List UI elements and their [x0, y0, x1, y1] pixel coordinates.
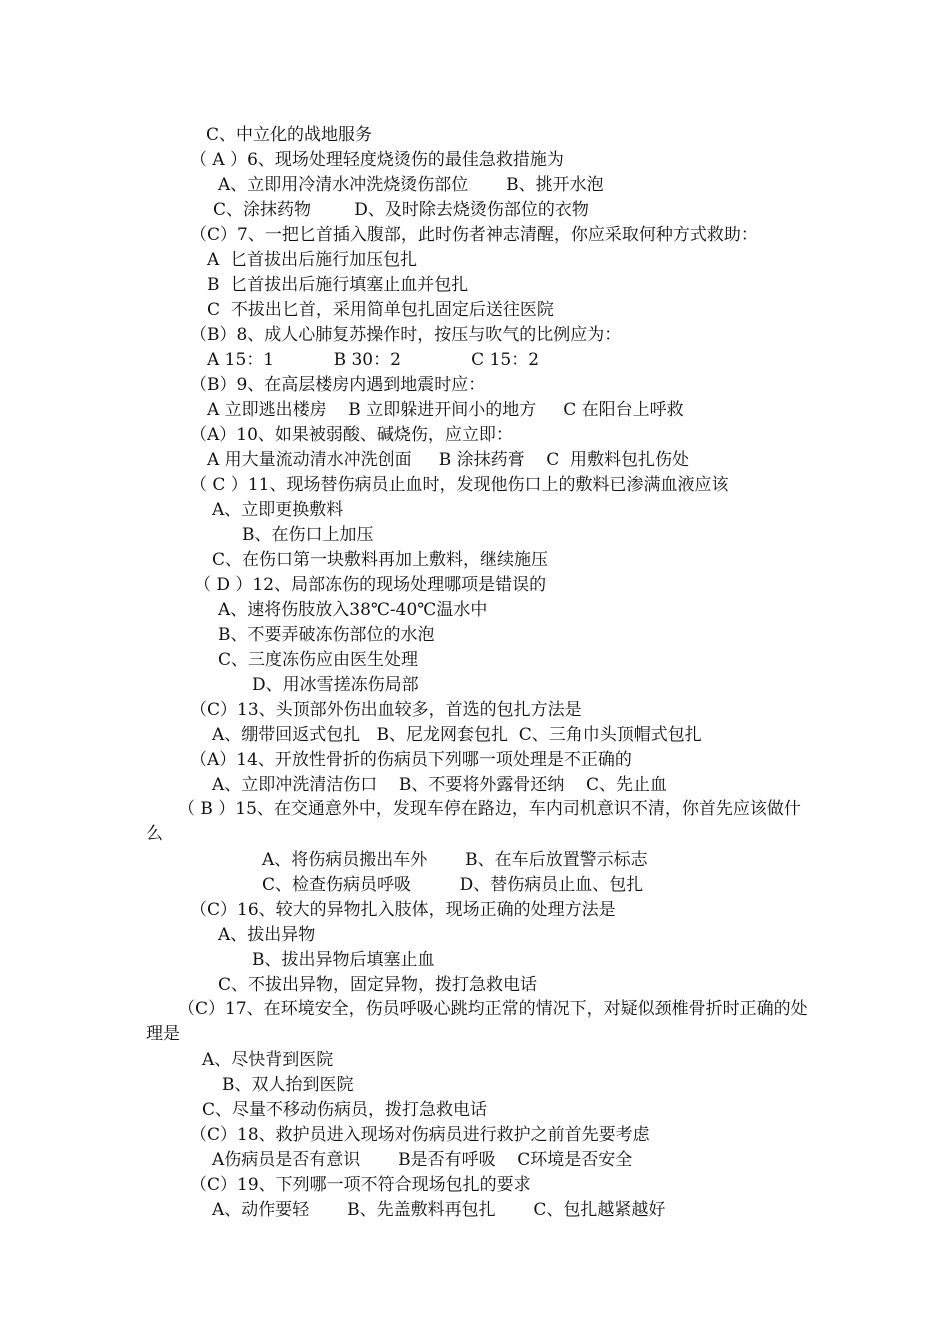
q19-options: A、动作要轻 B、先盖敷料再包扎 C、包扎越紧越好 — [212, 1200, 666, 1220]
q11-option-c: C、在伤口第一块敷料再加上敷料，继续施压 — [212, 550, 549, 570]
q16-option-b: B、拔出异物后填塞止血 — [252, 950, 435, 970]
q8-options: A 15：1 B 30：2 C 15：2 — [207, 350, 540, 370]
q16-option-c: C、不拔出异物，固定异物，拨打急救电话 — [218, 975, 538, 995]
q6-question: （ A ）6、现场处理轻度烧烫伤的最佳急救措施为 — [190, 150, 564, 170]
q12-option-d: D、用冰雪搓冻伤局部 — [252, 675, 419, 695]
q9-options: A 立即逃出楼房 B 立即躲进开间小的地方 C 在阳台上呼救 — [207, 400, 684, 420]
q17-option-b: B、双人抬到医院 — [222, 1075, 354, 1095]
q17-question: （C）17、在环境安全，伤员呼吸心跳均正常的情况下，对疑似颈椎骨折时正确的处理是 — [146, 999, 808, 1044]
q8-question: （B）8、成人心肺复苏操作时，按压与吹气的比例应为： — [190, 325, 622, 345]
q17-option-c: C、尽量不移动伤病员，拨打急救电话 — [202, 1100, 488, 1120]
q19-question: （C）19、下列哪一项不符合现场包扎的要求 — [190, 1175, 531, 1195]
q10-question: （A）10、如果被弱酸、碱烧伤，应立即： — [190, 425, 513, 445]
q12-option-c: C、三度冻伤应由医生处理 — [218, 650, 419, 670]
q5-option-c: C、中立化的战地服务 — [206, 125, 373, 145]
q7-option-b: B 匕首拔出后施行填塞止血并包扎 — [207, 275, 469, 295]
q6-options-cd: C、涂抹药物 D、及时除去烧烫伤部位的衣物 — [213, 200, 589, 220]
q16-option-a: A、拔出异物 — [218, 925, 316, 945]
q6-options-ab: A、立即用冷清水冲洗烧烫伤部位 B、挑开水泡 — [218, 175, 604, 195]
q15-options-ab: A、将伤病员搬出车外 B、在车后放置警示标志 — [262, 850, 648, 870]
q15-options-cd: C、检查伤病员呼吸 D、替伤病员止血、包扎 — [262, 875, 644, 895]
q17-option-a: A、尽快背到医院 — [202, 1050, 334, 1070]
q12-question: （ D ）12、局部冻伤的现场处理哪项是错误的 — [194, 575, 547, 595]
q11-option-a: A、立即更换敷料 — [212, 500, 344, 520]
q7-option-c: C 不拔出匕首，采用简单包扎固定后送往医院 — [207, 300, 554, 320]
q7-question: （C）7、一把匕首插入腹部，此时伤者神志清醒，你应采取何种方式救助： — [190, 225, 758, 245]
q18-options: A伤病员是否有意识 B是否有呼吸 C环境是否安全 — [212, 1150, 633, 1170]
q7-option-a: A 匕首拔出后施行加压包扎 — [207, 250, 418, 270]
q13-options: A、绷带回返式包扎 B、尼龙网套包扎 C、三角巾头顶帽式包扎 — [212, 725, 702, 745]
q9-question: （B）9、在高层楼房内遇到地震时应： — [190, 375, 486, 395]
q13-question: （C）13、头顶部外伤出血较多，首选的包扎方法是 — [190, 700, 582, 720]
q18-question: （C）18、救护员进入现场对伤病员进行救护之前首先要考虑 — [190, 1125, 650, 1145]
q12-option-b: B、不要弄破冻伤部位的水泡 — [218, 625, 435, 645]
q11-option-b: B、在伤口上加压 — [242, 525, 374, 545]
q14-options: A、立即冲洗清洁伤口 B、不要将外露骨还纳 C、先止血 — [212, 775, 668, 795]
q15-question: （ B ）15、在交通意外中，发现车停在路边，车内司机意识不清，你首先应该做什么 — [146, 799, 801, 844]
q16-question: （C）16、较大的异物扎入肢体，现场正确的处理方法是 — [190, 900, 616, 920]
q14-question: （A）14、开放性骨折的伤病员下列哪一项处理是不正确的 — [190, 750, 632, 770]
q11-question: （ C ）11、现场替伤病员止血时，发现他伤口上的敷料已渗满血液应该 — [190, 475, 729, 495]
q12-option-a: A、速将伤肢放入38℃-40℃温水中 — [218, 600, 488, 620]
q10-options: A 用大量流动清水冲洗创面 B 涂抹药膏 C 用敷料包扎伤处 — [207, 450, 690, 470]
